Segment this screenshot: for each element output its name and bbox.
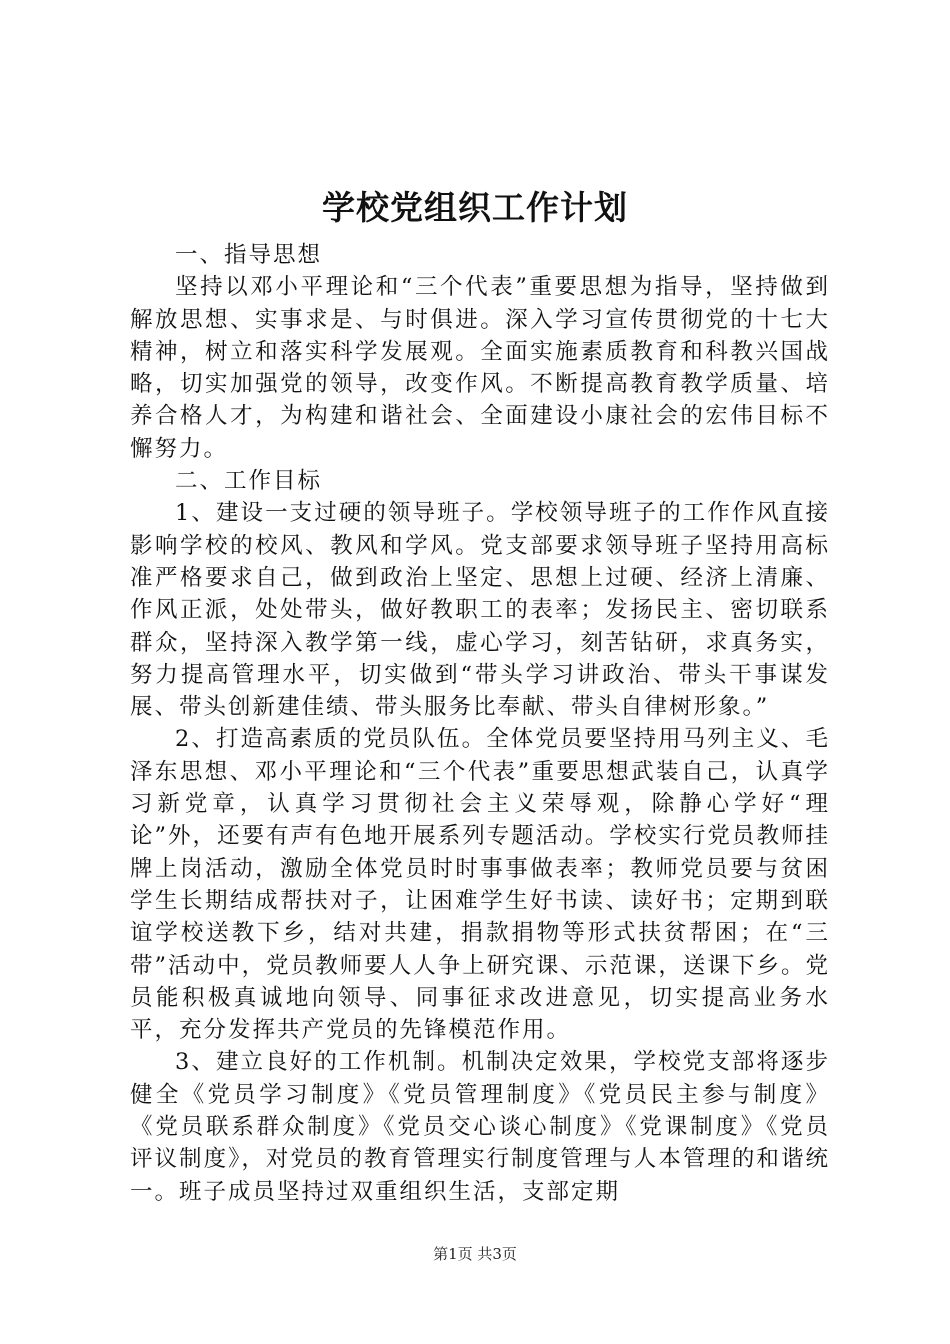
paragraph-guiding-thought: 坚持以邓小平理论和“三个代表”重要思想为指导，坚持做到解放思想、实事求是、与时俱进。深入学习宣传贯彻党的十七大精神，树立和落实科学发展观。全面实施素质教育和科教兴国战略，切实加强党的领导，改变作风。不断提高教育教学质量、培养合格人才，为构建和谐社会、全面建设小康社会的宏伟目标不懈努力。	[130, 274, 830, 462]
paragraph-goal-1: 1、建设一支过硬的领导班子。学校领导班子的工作作风直接影响学校的校风、教风和学风。党支部要求领导班子坚持用高标准严格要求自己，做到政治上坚定、思想上过硬、经济上清廉、作风正派，处处带头，做好教职工的表率；发扬民主、密切联系群众，坚持深入教学第一线，虚心学习，刻苦钻研，求真务实，努力提高管理水平，切实做到“带头学习讲政治、带头干事谋发展、带头创新建佳绩、带头服务比奉献、带头自律树形象。”	[130, 500, 830, 721]
paragraph-goal-3: 3、建立良好的工作机制。机制决定效果，学校党支部将逐步健全《党员学习制度》《党员管理制度》《党员民主参与制度》《党员联系群众制度》《党员交心谈心制度》《党课制度》《党员评议制度》，对党员的教育管理实行制度管理与人本管理的和谐统一。班子成员坚持过双重组织生活，支部定期	[130, 1049, 830, 1205]
section-heading-work-goals: 二、工作目标	[175, 468, 323, 495]
section-heading-guiding-thought: 一、指导思想	[175, 242, 323, 268]
page-footer: 第1页 共3页	[433, 1245, 517, 1263]
document-title: 学校党组织工作计划	[322, 188, 628, 227]
document-body	[130, 239, 830, 1208]
paragraph-goal-2: 2、打造高素质的党员队伍。全体党员要坚持用马列主义、毛泽东思想、邓小平理论和“三个代表”重要思想武装自己，认真学习新党章，认真学习贯彻社会主义荣辱观，除静心学好“理论”外，还要有声有色地开展系列专题活动。学校实行党员教师挂牌上岗活动，激励全体党员时时事事做表率；教师党员要与贫困学生长期结成帮扶对子，让困难学生好书读、读好书；定期到联谊学校送教下乡，结对共建，捐款捐物等形式扶贫帮困；在“三带”活动中，党员教师要人人争上研究课、示范课，送课下乡。党员能积极真诚地向领导、同事征求改进意见，切实提高业务水平，充分发挥共产党员的先锋模范作用。	[130, 726, 830, 1044]
